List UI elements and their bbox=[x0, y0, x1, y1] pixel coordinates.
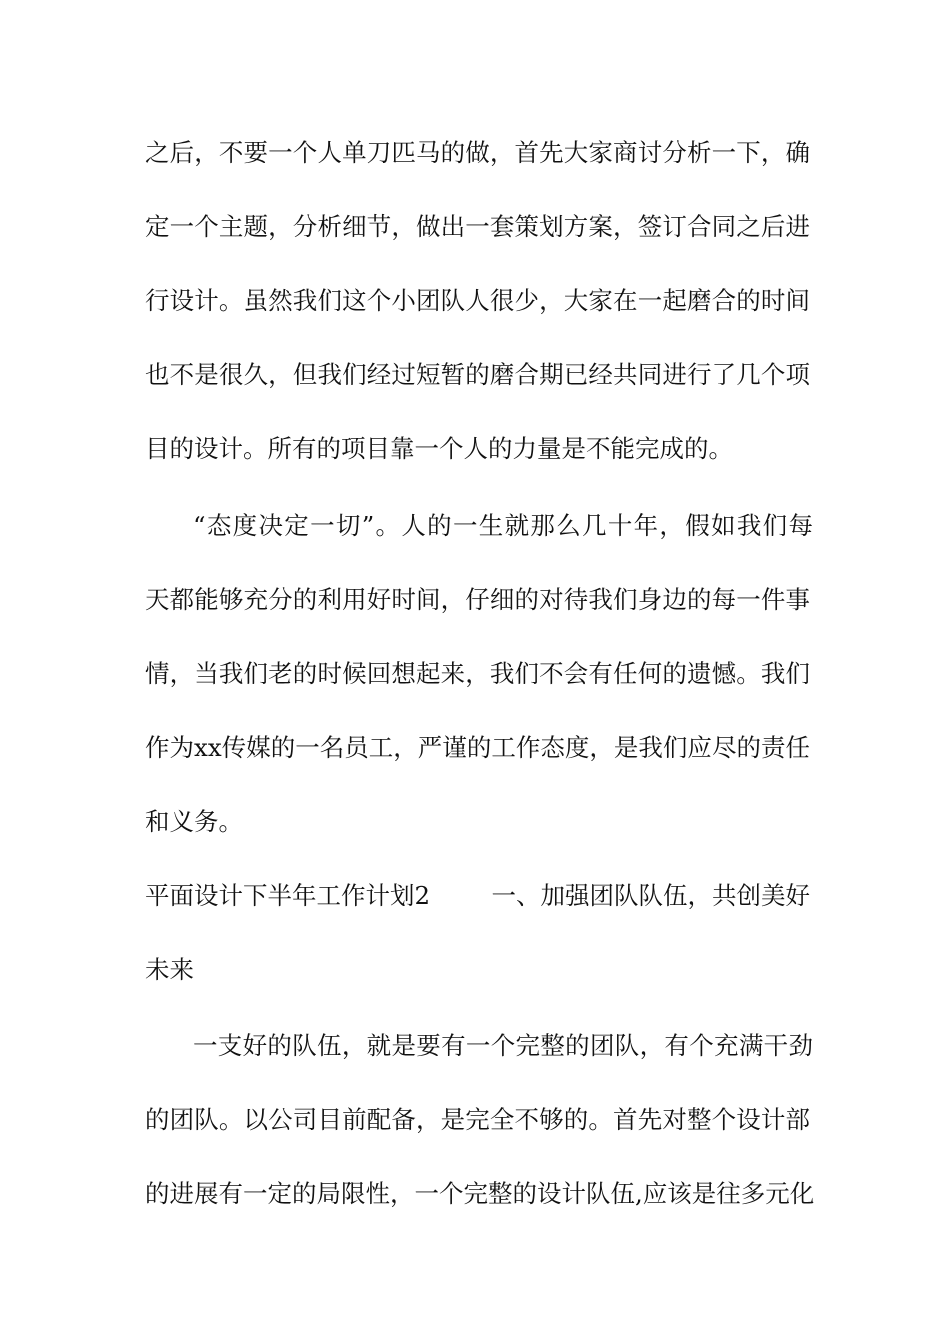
section-heading bbox=[145, 876, 810, 916]
paragraph-line: 行设计。虽然我们这个小团队人很少，大家在一起磨合的时间 bbox=[145, 286, 810, 315]
document-title: 平面设计下半年工作计划2 bbox=[145, 881, 431, 910]
section-title: 一、加强团队队伍，共创美好 bbox=[491, 881, 810, 910]
paragraph-line: 目的设计。所有的项目靠一个人的力量是不能完成的。 bbox=[145, 434, 733, 463]
paragraph-line: 一支好的队伍，就是要有一个完整的团队，有个充满干劲 bbox=[193, 1031, 813, 1060]
section-title-continuation: 未来 bbox=[145, 955, 194, 984]
paragraph-line: 的团队。以公司目前配备，是完全不够的。首先对整个设计部 bbox=[145, 1105, 810, 1134]
paragraph-line: “态度决定一切”。人的一生就那么几十年，假如我们每 bbox=[193, 511, 813, 540]
paragraph-line: 也不是很久，但我们经过短暂的磨合期已经共同进行了几个项 bbox=[145, 360, 810, 389]
paragraph-line: 的进展有一定的局限性，一个完整的设计队伍,应该是往多元化 bbox=[145, 1179, 815, 1208]
paragraph-line: 和义务。 bbox=[145, 807, 243, 836]
paragraph-line: 定一个主题，分析细节，做出一套策划方案，签订合同之后进 bbox=[145, 212, 810, 241]
paragraph-line: 情，当我们老的时候回想起来，我们不会有任何的遗憾。我们 bbox=[145, 659, 810, 688]
paragraph-line: 之后，不要一个人单刀匹马的做，首先大家商讨分析一下，确 bbox=[145, 138, 810, 167]
paragraph-line: 天都能够充分的利用好时间，仔细的对待我们身边的每一件事 bbox=[145, 585, 810, 614]
paragraph-line: 作为xx传媒的一名员工，严谨的工作态度，是我们应尽的责任 bbox=[145, 733, 810, 762]
